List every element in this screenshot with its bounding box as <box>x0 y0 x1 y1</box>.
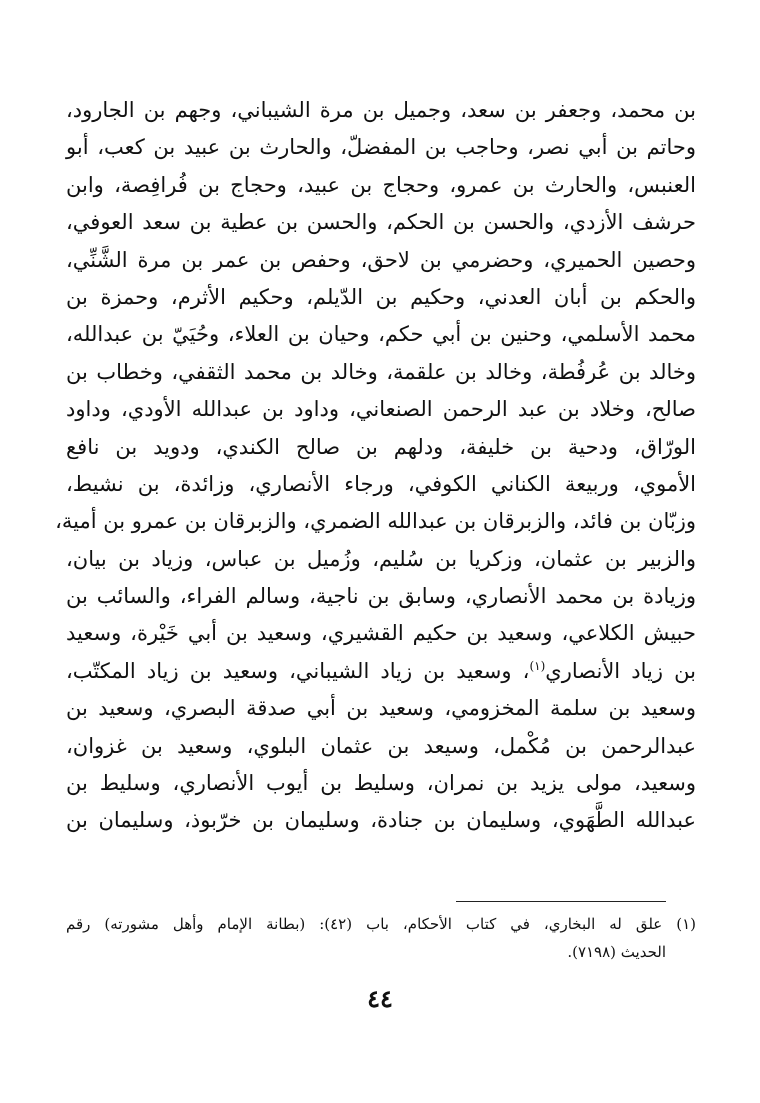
text-line-3: العنبس، والحارث بن عمرو، وحجاج بن عبيد، وحجاج بن فُرافِصة، وابن <box>66 172 696 197</box>
footnote-divider <box>456 901 666 902</box>
text-line-19: وسعيد، مولى يزيد بن نمران، وسليط بن أيوب الأنصاري، وسليط بن <box>66 771 696 796</box>
footnote-line-2: الحديث (٧١٩٨). <box>567 943 666 961</box>
text-line-20: عبدالله الطَّهَوي، وسليمان بن جنادة، وسليمان بن خرّبوذ، وسليمان بن <box>66 808 696 833</box>
text-line-16-start: بن زياد الأنصاري <box>545 658 696 683</box>
text-line-16 <box>66 653 696 690</box>
text-line-6: والحكم بن أبان العدني، وحكيم بن الدّيلم، وحكيم الأثرم، وحمزة بن <box>66 284 696 309</box>
text-line-17: وسعيد بن سلمة المخزومي، وسعيد بن أبي صدقة البصري، وسعيد بن <box>66 696 696 721</box>
text-line-7: محمد الأسلمي، وحنين بن أبي حكم، وحيان بن العلاء، وحُيَيّ بن عبدالله، <box>66 322 696 347</box>
main-text-block <box>55 92 696 840</box>
text-line-8: وخالد بن عُرفُطة، وخالد بن علقمة، وخالد بن محمد الثقفي، وخطاب بن <box>66 359 696 384</box>
text-line-2: وحاتم بن أبي نصر، وحاجب بن المفضلّ، والحارث بن عبيد بن كعب، أبو <box>66 135 696 160</box>
text-line-15: حبيش الكلاعي، وسعيد بن حكيم القشيري، وسعيد بن أبي خَيْرة، وسعيد <box>66 621 696 646</box>
text-line-12: وزبّان بن فائد، والزبرقان بن عبدالله الضمري، والزبرقان بن عمرو بن أمية، <box>55 509 696 534</box>
text-line-1: بن محمد، وجعفر بن سعد، وجميل بن مرة الشيباني، وجهم بن الجارود، <box>66 98 696 122</box>
text-line-16-end: ، وسعيد بن زياد الشيباني، وسعيد بن زياد المكتّب، <box>66 658 530 683</box>
text-line-4: حرشف الأزدي، والحسن بن الحكم، والحسن بن عطية بن سعد العوفي، <box>66 210 696 235</box>
text-line-5: وحصين الحميري، وحضرمي بن لاحق، وحفص بن عمر بن مرة الشَّنِّي، <box>66 247 696 272</box>
page-number: ٤٤ <box>367 984 393 1013</box>
text-line-14: وزيادة بن محمد الأنصاري، وسابق بن ناجية، وسالم الفراء، والسائب بن <box>66 584 696 609</box>
text-line-11: الأموي، وربيعة الكناني الكوفي، ورجاء الأنصاري، وزائدة، بن نشيط، <box>66 471 696 496</box>
footnote-reference[interactable]: (١) <box>529 658 546 673</box>
text-line-18: عبدالرحمن بن مُكْمل، وسيعد بن عثمان البلوي، وسعيد بن غزوان، <box>66 733 696 758</box>
text-line-10: الورّاق، ودحية بن خليفة، ودلهم بن صالح الكندي، ودويد بن نافع <box>66 434 696 459</box>
footnote-line-1: (١) علق له البخاري، في كتاب الأحكام، باب (٤٢): (بطانة الإمام وأهل مشورته) رقم <box>66 915 696 933</box>
text-line-9: صالح، وخلاد بن عبد الرحمن الصنعاني، وداود بن عبدالله الأودي، وداود <box>66 397 696 422</box>
footnote <box>66 910 696 966</box>
text-line-13: والزبير بن عثمان، وزكريا بن سُليم، وزُميل بن عباس، وزياد بن بيان، <box>66 546 696 571</box>
